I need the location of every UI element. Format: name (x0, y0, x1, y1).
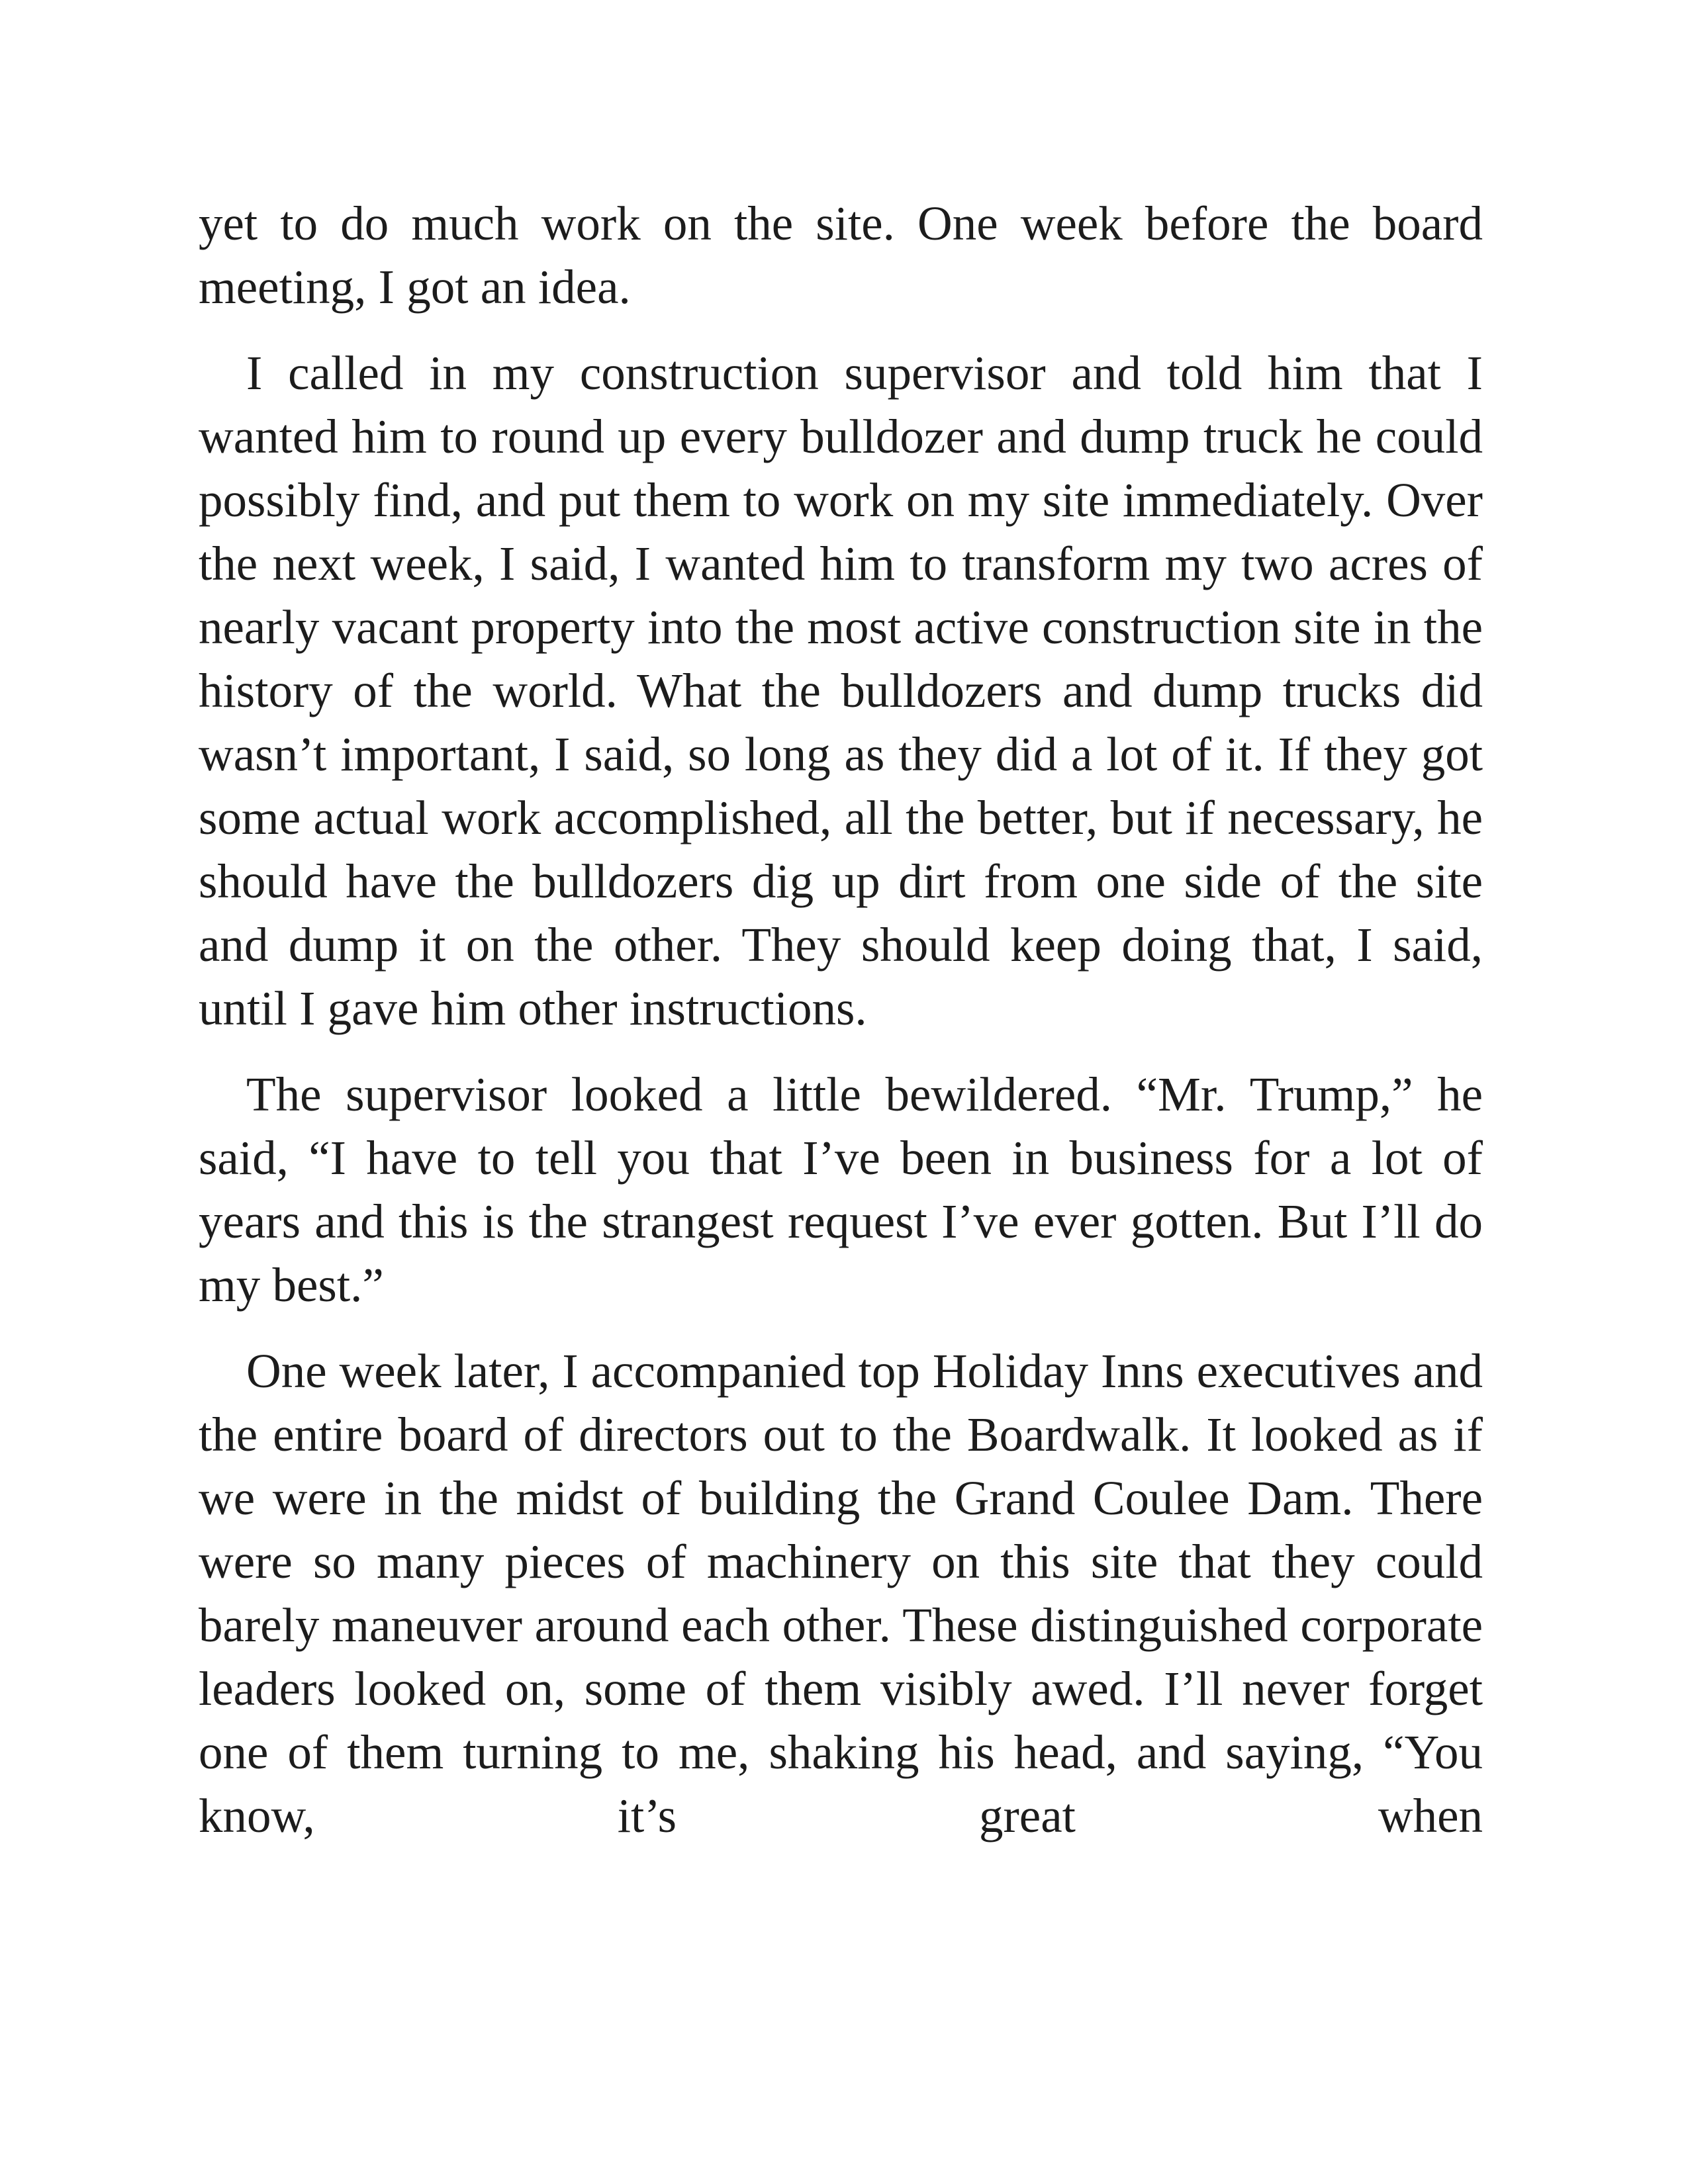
document-page (199, 192, 1483, 1848)
paragraph-1: yet to do much work on the site. One week before the board meeting, I got an idea. (199, 197, 1483, 314)
paragraph-4: One week later, I accompanied top Holiday Inns executives and the entire board of directors out to the Boardwalk. It looked as if we were in the midst of building the Grand Coulee Dam. There were so many pieces of machinery on this site that they could barely maneuver around each other. These distinguished corporate leaders looked on, some of them visibly awed. I’ll never forget one of them turning to me, shaking his head, and saying, “You know, it’s great when (199, 1344, 1483, 1843)
paragraph-2: I called in my construction supervisor and told him that I wanted him to round up every bulldozer and dump truck he could possibly find, and put them to work on my site immediately. Over the next week, I said, I wanted him to transform my two acres of nearly vacant property into the most active construction site in the history of the world. What the bulldozers and dump trucks did wasn’t important, I said, so long as they did a lot of it. If they got some actual work accomplished, all the better, but if necessary, he should have the bulldozers dig up dirt from one side of the site and dump it on the other. They should keep doing that, I said, until I gave him other instructions. (199, 346, 1483, 1035)
paragraph-3: The supervisor looked a little bewildered. “Mr. Trump,” he said, “I have to tell you that I’ve been in business for a lot of years and this is the strangest request I’ve ever gotten. But I’ll do my best.” (199, 1068, 1483, 1312)
